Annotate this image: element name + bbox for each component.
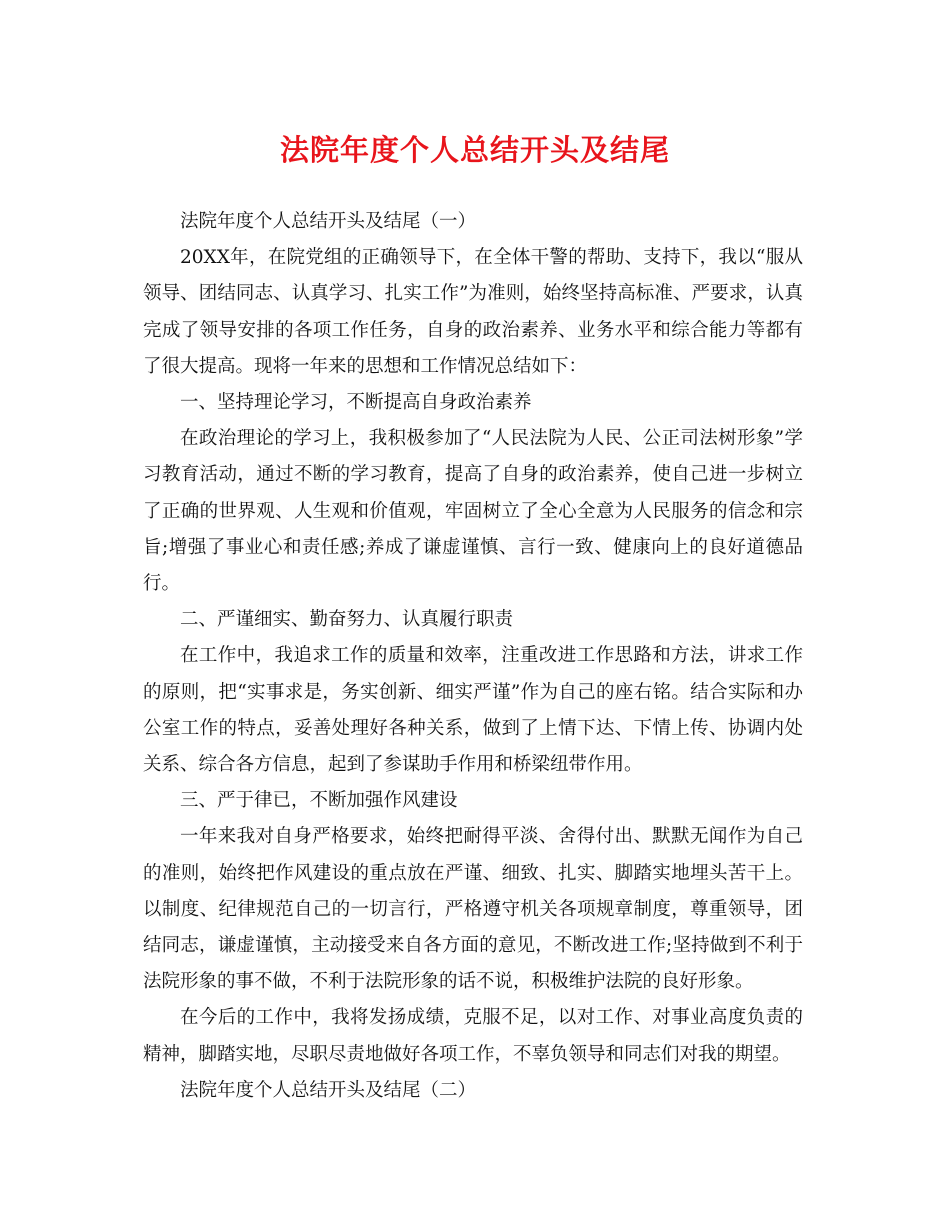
intro-paragraph: 20XX年，在院党组的正确领导下，在全体干警的帮助、支持下，我以“服从领导、团结同志、认真学习、扎实工作”为准则，始终坚持高标准、严要求，认真完成了领导安排的各项工作任务，自身的政治素养、业务水平和综合能力等都有了很大提高。现将一年来的思想和工作情况总结如下： bbox=[143, 247, 803, 377]
section-heading-one: 法院年度个人总结开头及结尾（一） bbox=[180, 211, 477, 232]
section-heading-two: 法院年度个人总结开头及结尾（二） bbox=[180, 1079, 477, 1101]
theory-study-paragraph: 在政治理论的学习上，我积极参加了“人民法院为人民、公正司法树形象”学习教育活动，通过不断的学习教育，提高了自身的政治素养，使自己进一步树立了正确的世界观、人生观和价值观，牢固树立了全心全意为人民服务的信念和宗旨;增强了事业心和责任感;养成了谦虚谨慎、言行一致、健康向上的良好道德品行。 bbox=[143, 428, 803, 595]
future-work-paragraph: 在今后的工作中，我将发扬成绩，克服不足，以对工作、对事业高度负责的精神，脚踏实地，尽职尽责地做好各项工作，不辜负领导和同志们对我的期望。 bbox=[143, 1007, 803, 1065]
subheading-duties: 二、严谨细实、勤奋努力、认真履行职责 bbox=[180, 609, 514, 631]
duties-paragraph: 在工作中，我追求工作的质量和效率，注重改进工作思路和方法，讲求工作的原则，把“实事求是，务实创新、细实严谨”作为自己的座右铭。结合实际和办公室工作的特点，妥善处理好各种关系，做到了上情下达、下情上传、协调内处关系、综合各方信息，起到了参谋助手作用和桥梁纽带作用。 bbox=[143, 645, 803, 776]
document-title: 法院年度个人总结开头及结尾 bbox=[279, 133, 670, 167]
subheading-self-discipline: 三、严于律已，不断加强作风建设 bbox=[180, 790, 458, 812]
self-discipline-paragraph: 一年来我对自身严格要求，始终把耐得平淡、舍得付出、默默无闻作为自己的准则，始终把作风建设的重点放在严谨、细致、扎实、脚踏实地埋头苦干上。以制度、纪律规范自己的一切言行，严格遵守机关各项规章制度，尊重领导，团结同志，谦虚谨慎，主动接受来自各方面的意见，不断改进工作;坚持做到不利于法院形象的事不做，不利于法院形象的话不说，积极维护法院的良好形象。 bbox=[143, 826, 803, 993]
subheading-theory-study: 一、坚持理论学习，不断提高自身政治素养 bbox=[180, 392, 532, 414]
document-body bbox=[143, 204, 803, 1109]
